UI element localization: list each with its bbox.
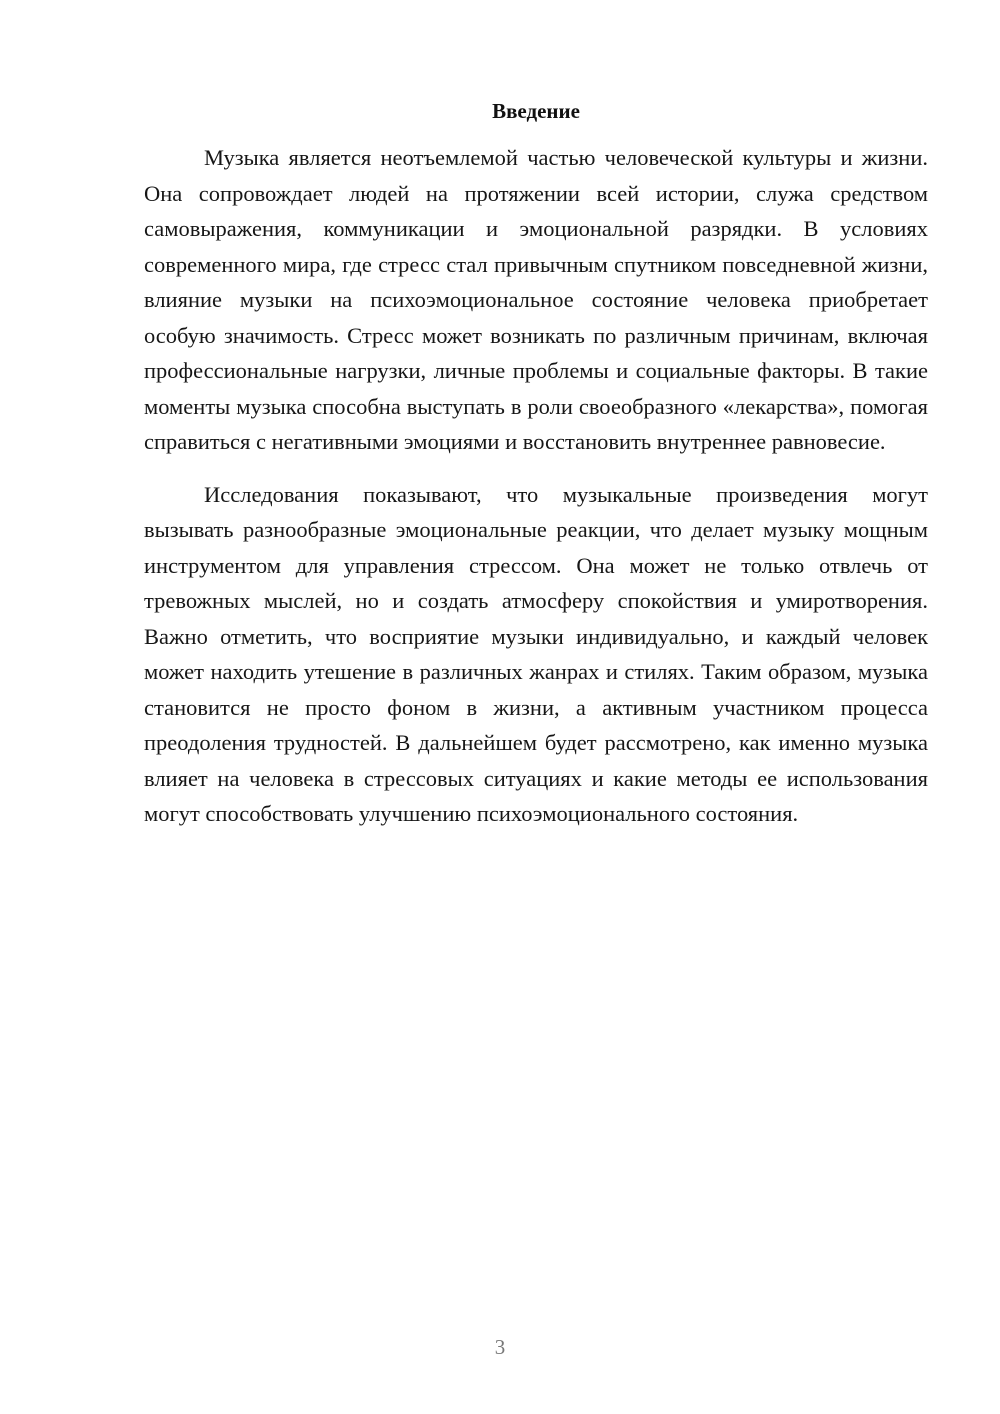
- page-content: [144, 96, 928, 832]
- page-number: 3: [494, 1335, 506, 1359]
- paragraph-intro: Музыка является неотъемлемой частью человеческой культуры и жизни. Она сопровождает людей на протяжении всей истории, служа средством самовыражения, коммуникации и эмоциональной разрядки. В условиях современного мира, где стресс стал привычным спутником повседневной жизни, влияние музыки на психоэмоциональное состояние человека приобретает особую значимость. Стресс может возникать по различным причинам, включая профессиональные нагрузки, личные проблемы и социальные факторы. В такие моменты музыка способна выступать в роли своеобразного «лекарства», помогая справиться с негативными эмоциями и восстановить внутреннее равновесие.: [144, 145, 928, 454]
- section-title: Введение: [492, 99, 580, 123]
- paragraph-research: Исследования показывают, что музыкальные произведения могут вызывать разнообразные эмоциональные реакции, что делает музыку мощным инструментом для управления стрессом. Она может не только отвлечь от тревожных мыслей, но и создать атмосферу спокойствия и умиротворения. Важно отметить, что восприятие музыки индивидуально, и каждый человек может находить утешение в различных жанрах и стилях. Таким образом, музыка становится не просто фоном в жизни, а активным участником процесса преодоления трудностей. В дальнейшем будет рассмотрено, как именно музыка влияет на человека в стрессовых ситуациях и какие методы ее использования могут способствовать улучшению психоэмоционального состояния.: [144, 481, 928, 826]
